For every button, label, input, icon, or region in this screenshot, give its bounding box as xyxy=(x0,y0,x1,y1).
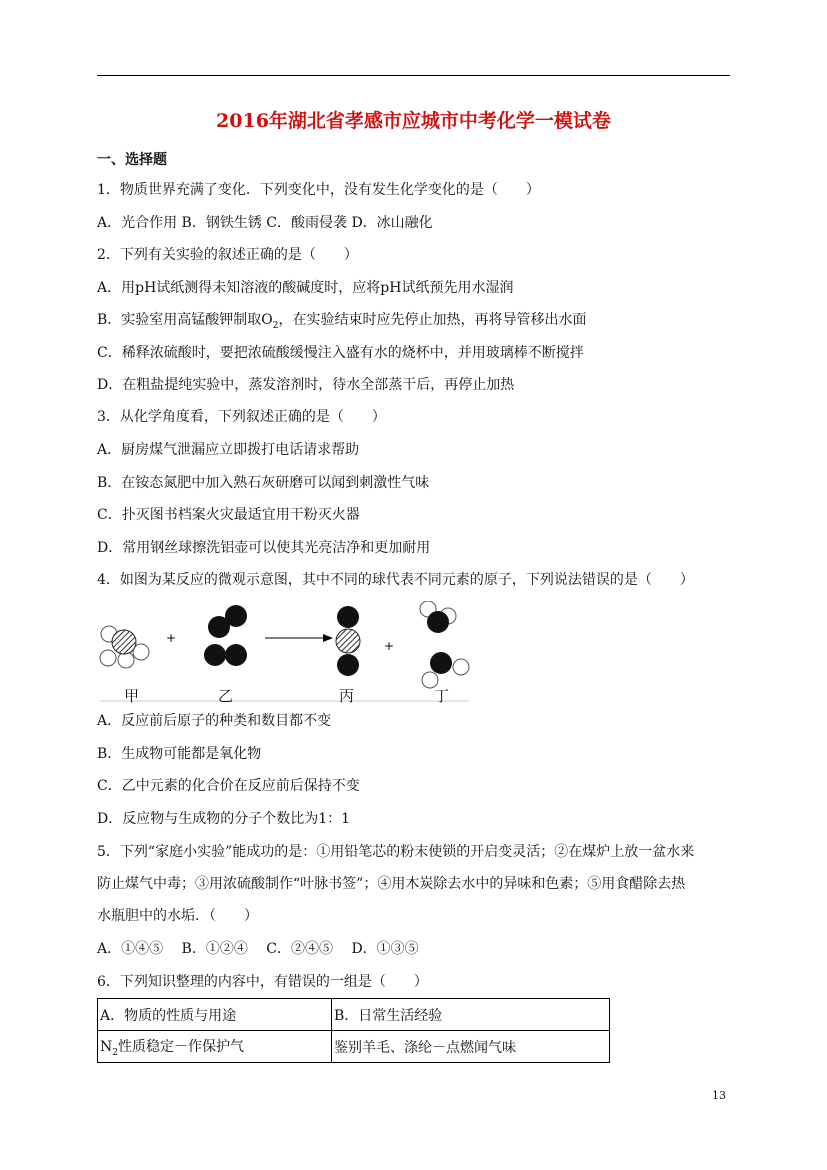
molecule-bing xyxy=(336,606,360,676)
q2-option-a: A．用pH试纸测得未知溶液的酸碱度时，应将pH试纸预先用水湿润 xyxy=(97,280,514,296)
q3-option-a: A．厨房煤气泄漏应立即拨打电话请求帮助 xyxy=(97,442,360,458)
label-bing: 丙 xyxy=(339,687,355,705)
table-cell-a-row1: $N_2$性质稳定－作保护气 xyxy=(98,1031,332,1063)
q1-options: A．光合作用 B．钢铁生锈 C．酸雨侵袭 D．冰山融化 xyxy=(97,215,433,231)
q1-stem: 1．物质世界充满了变化．下列变化中，没有发生化学变化的是（ ） xyxy=(97,182,540,198)
plus-2: + xyxy=(383,639,395,653)
label-jia: 甲 xyxy=(124,687,140,705)
table-cell-b-header: B．日常生活经验 xyxy=(332,999,610,1031)
plus-1: + xyxy=(165,631,177,645)
q2-option-d: D．在粗盐提纯实验中，蒸发溶剂时，待水全部蒸干后，再停止加热 xyxy=(97,377,515,393)
header-rule xyxy=(97,75,730,76)
q3-option-b: B．在铵态氮肥中加入熟石灰研磨可以闻到刺激性气味 xyxy=(97,475,430,491)
q2-option-b: B．实验室用高锰酸钾制取$O_2$，在实验结束时应先停止加热，再将导管移出水面 xyxy=(97,312,587,331)
q4-option-d: D．反应物与生成物的分子个数比为1：1 xyxy=(97,811,351,827)
table-cell-b-row1: 鉴别羊毛、涤纶－点燃闻气味 xyxy=(332,1031,610,1063)
molecule-ding xyxy=(420,601,469,688)
q6-stem: 6．下列知识整理的内容中，有错误的一组是（ ） xyxy=(97,974,428,990)
section-heading: 一、选择题 xyxy=(97,152,167,168)
table-cell-a-header: A．物质的性质与用途 xyxy=(98,999,332,1031)
q5-line-2: 防止煤气中毒；③用浓硫酸制作“叶脉书签”；④用木炭除去水中的异味和色素；⑤用食醋除去热 xyxy=(97,876,686,892)
q3-stem: 3．从化学角度看，下列叙述正确的是（ ） xyxy=(97,409,386,425)
page-number: 13 xyxy=(712,1089,726,1102)
q3-option-d: D．常用钢丝球擦洗铝壶可以使其光亮洁净和更加耐用 xyxy=(97,540,431,556)
label-ding: 丁 xyxy=(434,687,450,705)
table-row xyxy=(98,999,610,1031)
table-row xyxy=(98,1031,610,1063)
q5-line-3: 水瓶胆中的水垢．（ ） xyxy=(97,908,258,924)
q2-stem: 2．下列有关实验的叙述正确的是（ ） xyxy=(97,247,358,263)
q3-option-c: C．扑灭图书档案火灾最适宜用干粉灭火器 xyxy=(97,507,360,523)
q4-option-b: B．生成物可能都是氧化物 xyxy=(97,746,262,762)
knowledge-table xyxy=(97,998,610,1063)
reaction-arrow xyxy=(323,634,333,642)
reaction-diagram xyxy=(97,601,472,703)
q4-stem: 4．如图为某反应的微观示意图，其中不同的球代表不同元素的原子，下列说法错误的是（ ） xyxy=(97,572,694,588)
q5-options: A．①④⑤ B．①②④ C．②④⑤ D．①③⑤ xyxy=(97,941,419,957)
label-yi: 乙 xyxy=(218,687,234,705)
molecule-jia xyxy=(100,626,149,668)
molecule-yi xyxy=(204,605,247,666)
reaction-diagram-svg xyxy=(97,601,472,703)
q4-option-a: A．反应前后原子的种类和数目都不变 xyxy=(97,713,332,729)
q2-option-c: C．稀释浓硫酸时，要把浓硫酸缓慢注入盛有水的烧杯中，并用玻璃棒不断搅拌 xyxy=(97,345,584,361)
q5-line-1: 5．下列“家庭小实验”能成功的是：①用铅笔芯的粉末使锁的开启变灵活；②在煤炉上放一盆水来 xyxy=(97,844,695,860)
exam-title: 2016年湖北省孝感市应城市中考化学一模试卷 xyxy=(216,110,611,132)
q4-option-c: C．乙中元素的化合价在反应前后保持不变 xyxy=(97,778,360,794)
